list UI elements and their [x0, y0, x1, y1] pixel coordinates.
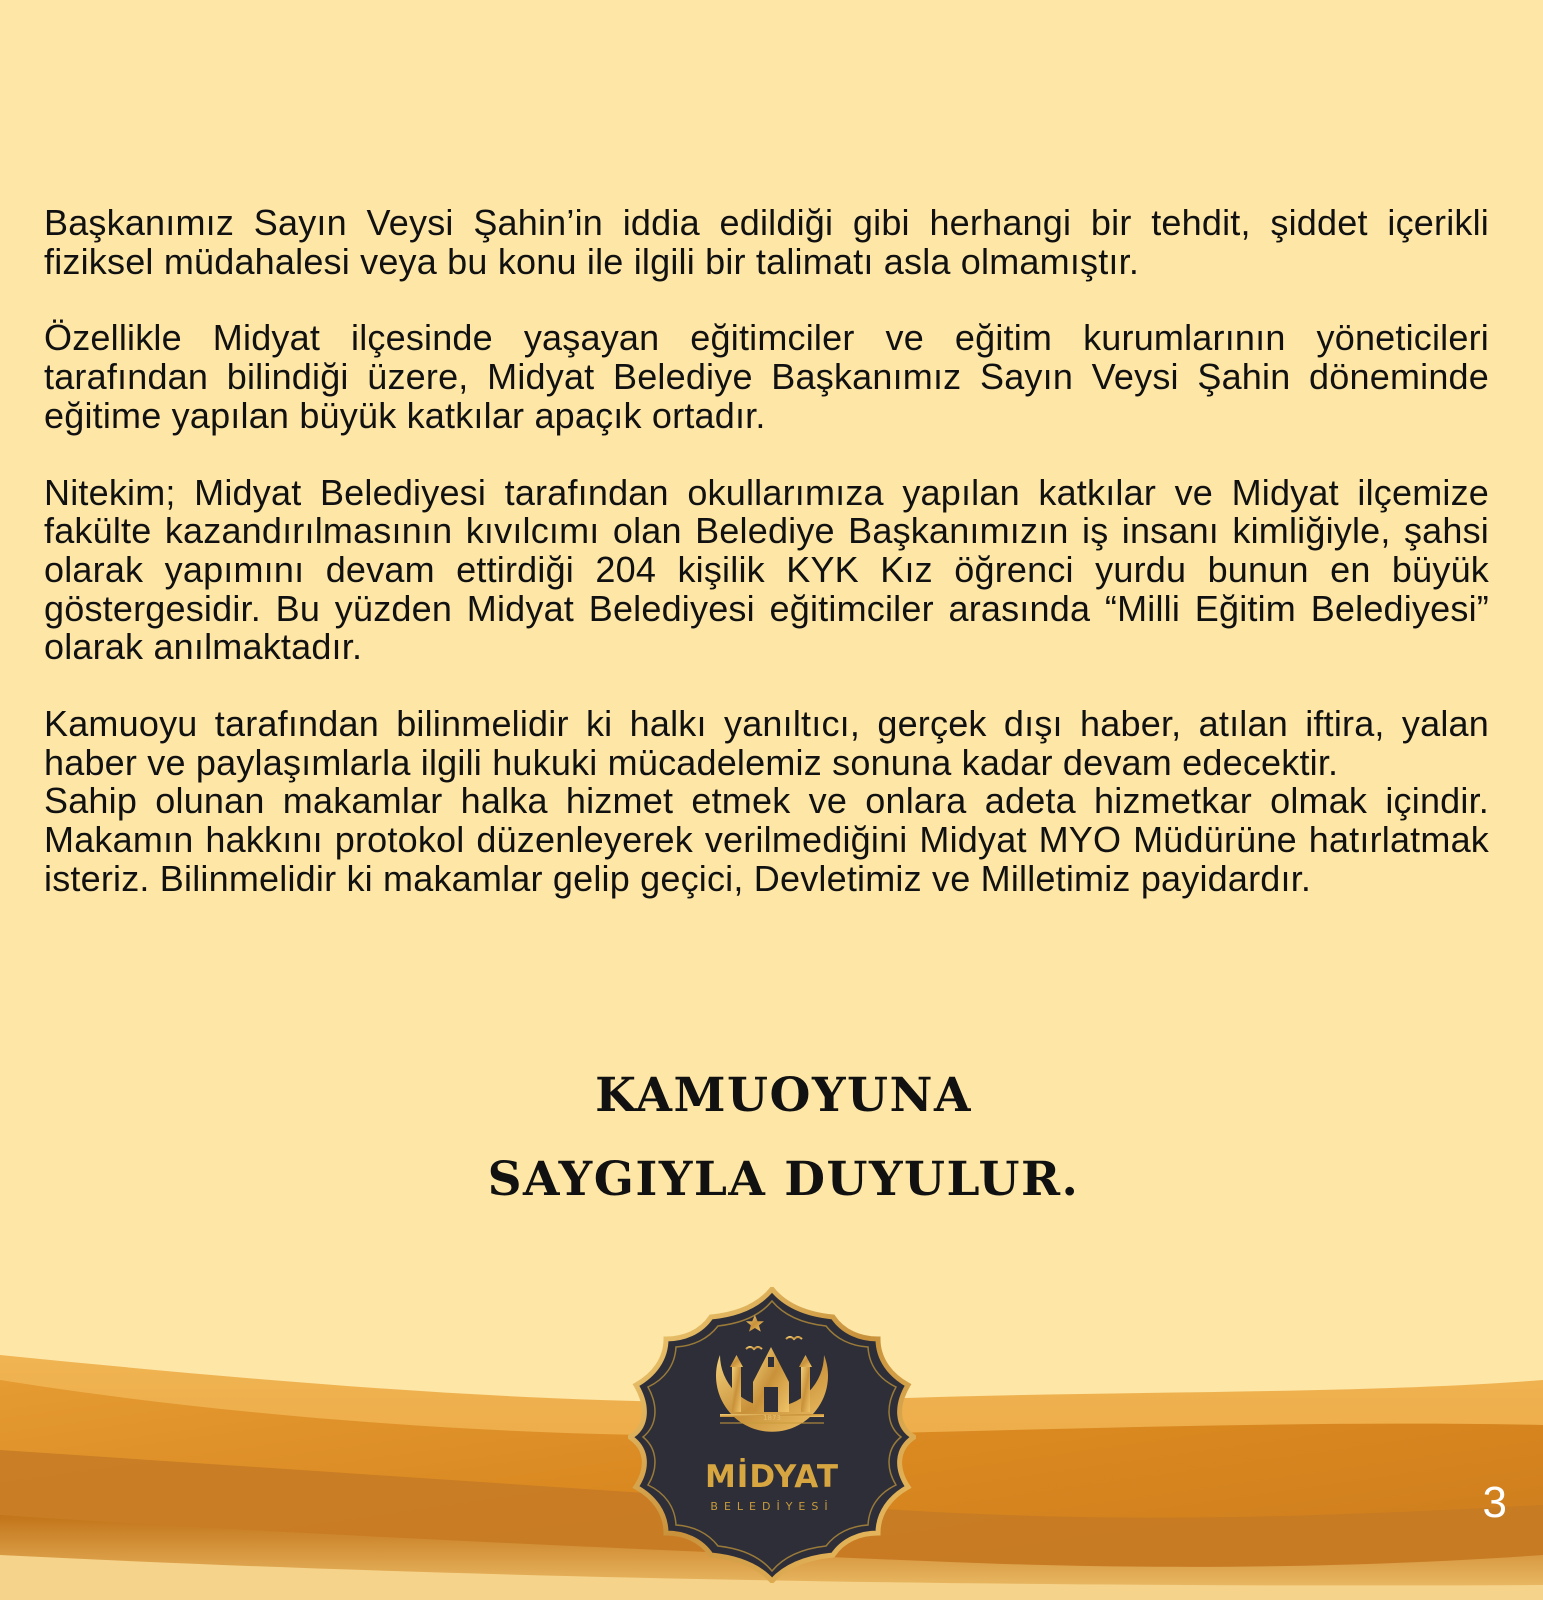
- paragraph-3: Nitekim; Midyat Belediyesi tarafından okullarımıza yapılan katkılar ve Midyat ilçemize fakülte kazandırılmasının kıvılcımı olan Belediye Başkanımızın iş insanı kimliğiyle, şahsi olarak yapımını devam ettirdiği 204 kişilik KYK Kız öğrenci yurdu bunun en büyük göstergesidir. Bu yüzden Midyat Belediyesi eğitimciler arasında “Milli Eğitim Belediyesi” olarak anılmaktadır.: [44, 471, 1489, 668]
- page-number: 3: [1482, 1478, 1507, 1527]
- paragraph-1: Başkanımız Sayın Veysi Şahin’in iddia edildiği gibi herhangi bir tehdit, şiddet içerikli fiziksel müdahalesi veya bu konu ile ilgili bir talimatı asla olmamıştır.: [44, 202, 1489, 282]
- logo-emblem: [628, 1287, 916, 1583]
- statement-body: [44, 204, 1489, 899]
- closing-line-1: KAMUOYUNA: [595, 1068, 972, 1123]
- logo-year: 1873: [763, 1414, 781, 1422]
- logo-name: MİDYAT: [704, 1459, 840, 1495]
- closing-line-2: SAYGIYLA DUYULUR.: [487, 1152, 1080, 1207]
- logo-subtitle: BELEDİYESİ: [710, 1500, 834, 1513]
- paragraph-2: Özellikle Midyat ilçesinde yaşayan eğitimciler ve eğitim kurumlarının yöneticileri tarafından bilindiği üzere, Midyat Belediye Başkanımız Sayın Veysi Şahin döneminde eğitime yapılan büyük katkılar apaçık ortadır.: [44, 317, 1489, 436]
- midyat-belediyesi-logo: [628, 1287, 916, 1583]
- paragraph-4: Kamuoyu tarafından bilinmelidir ki halkı yanıltıcı, gerçek dışı haber, atılan iftira, yalan haber ve paylaşımlarla ilgili hukuki mücadelemiz sonuna kadar devam edecektir.: [44, 703, 1489, 783]
- paragraph-5: Sahip olunan makamlar halka hizmet etmek ve onlara adeta hizmetkar olmak içindir. Makamın hakkını protokol düzenleyerek verilmediğini Midyat MYO Müdürüne hatırlatmak isteriz. Bilinmelidir ki makamlar gelip geçici, Devletimiz ve Milletimiz payidardır.: [44, 780, 1489, 899]
